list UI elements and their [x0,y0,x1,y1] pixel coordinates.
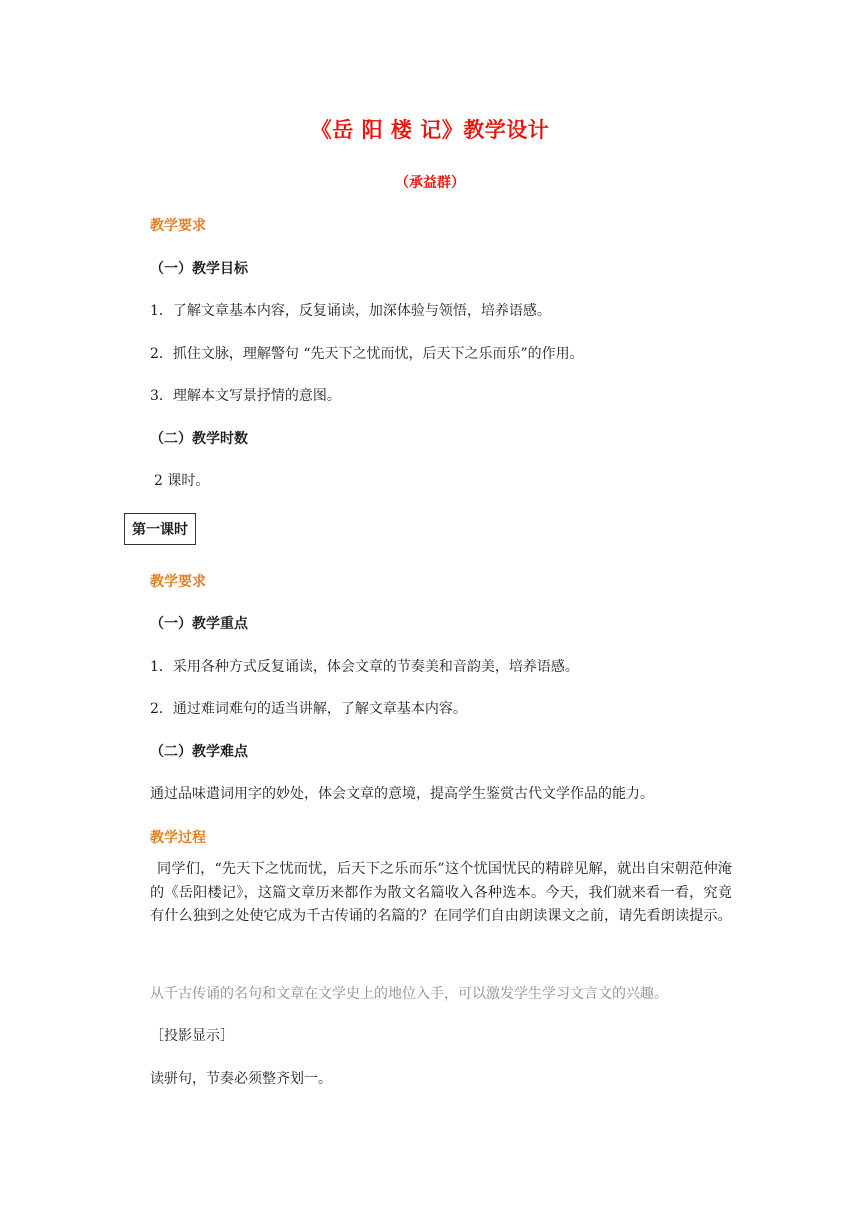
section-heading-requirements-2: 教学要求 [150,574,206,590]
reading-tip: 读骈句，节奏必须整齐划一。 [150,1071,332,1087]
section-heading-process: 教学过程 [150,830,206,846]
lesson-box: 第一课时 [124,513,196,545]
subheading-key-points: （一）教学重点 [150,616,248,632]
intro-paragraph: 同学们，“先天下之忧而忧，后天下之乐而乐”这个忧国忧民的精辟见解，就出自宋朝范仲淹的《岳阳楼记》，这篇文章历来都作为散文名篇收入各种选本。今天，我们就来看一看，究竟有什么独到之处使它成为千古传诵的名篇的？在同学们自由朗读课文之前，请先看朗读提示。 [150,861,732,924]
author: （承益群） [395,175,465,191]
teaching-note: 从千古传诵的名句和文章在文学史上的地位入手，可以激发学生学习文言文的兴趣。 [150,986,668,1002]
goal-item-2: 2．抓住文脉，理解警句 “先天下之忧而忧，后天下之乐而乐”的作用。 [150,346,584,362]
key-point-2: 2．通过难词难句的适当讲解，了解文章基本内容。 [150,701,467,717]
hours-text: 2 课时。 [154,473,210,489]
section-heading-requirements: 教学要求 [150,218,206,234]
difficulty-text: 通过品味遣词用字的妙处，体会文章的意境，提高学生鉴赏古代文学作品的能力。 [150,786,654,802]
goal-item-1: 1．了解文章基本内容，反复诵读，加深体验与领悟，培养语感。 [150,303,551,319]
document-title: 《岳 阳 楼 记》教学设计 [310,117,550,142]
subheading-goals: （一）教学目标 [150,261,248,277]
projection-label: ［投影显示］ [150,1028,234,1044]
subheading-hours: （二）教学时数 [150,431,248,447]
subheading-difficulty: （二）教学难点 [150,744,248,760]
goal-item-3: 3．理解本文写景抒情的意图。 [150,388,341,404]
key-point-1: 1．采用各种方式反复诵读，体会文章的节奏美和音韵美，培养语感。 [150,659,579,675]
